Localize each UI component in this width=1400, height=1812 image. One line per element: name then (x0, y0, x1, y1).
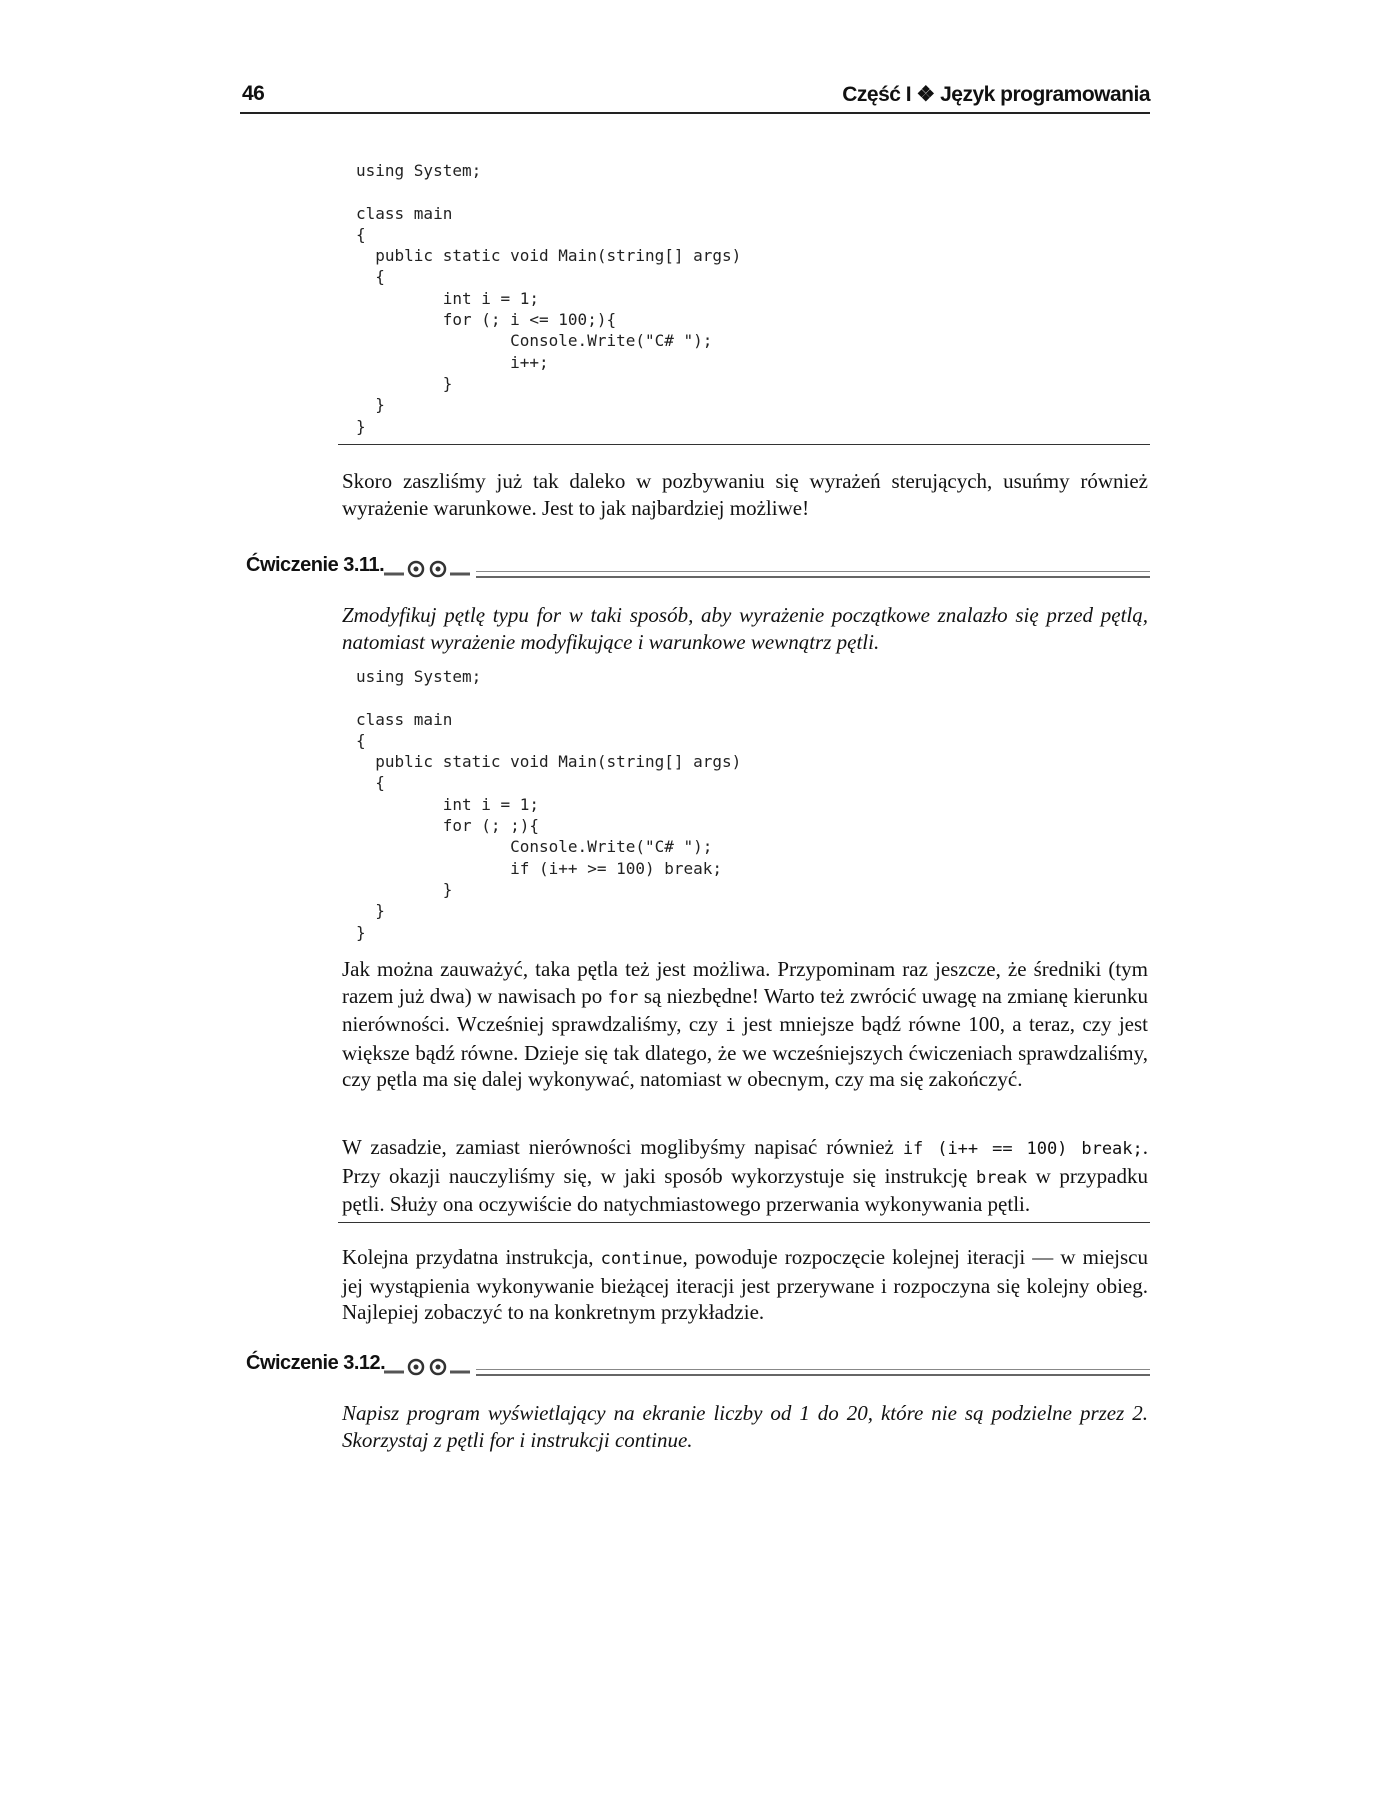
exercise-task-3-12: Napisz program wyświetlający na ekranie liczby od 1 do 20, które nie są podzielne przez 2. Skorzystaj z pętli for i instrukcji continue. (342, 1401, 1148, 1452)
section-rule (338, 444, 1150, 445)
exercise-heading-3-11 (246, 554, 1150, 582)
exercise-heading-3-12 (246, 1352, 1150, 1380)
page-header (240, 82, 1150, 114)
exercise-divider (476, 571, 1150, 578)
inline-code-break: break (975, 1167, 1028, 1188)
exercise-divider (476, 1369, 1150, 1376)
section-rule (338, 1222, 1150, 1223)
exercise-label: Ćwiczenie 3.11. (246, 554, 385, 576)
inline-code-for: for (607, 987, 639, 1008)
exercise-ornament-icon (382, 558, 472, 580)
paragraph-4: Kolejna przydatna instrukcja, continue, powoduje rozpoczęcie kolejnej iteracji — w miejscu jej wystąpienia wykonywanie bieżącej iteracji jest przerywane i rozpoczyna się kolejny obieg. Najlepiej zobaczyć to na konkretnym przykładzie. (342, 1245, 1148, 1324)
inline-code-continue: continue (600, 1249, 683, 1269)
exercise-task-3-11: Zmodyfikuj pętlę typu for w taki sposób, aby wyrażenie początkowe znalazło się przed pętlą, natomiast wyrażenie modyfikujące i warunkowe wewnątrz pętli. (342, 603, 1148, 654)
page-number: 46 (242, 82, 265, 105)
code-listing-1: using System; class main { public static void Main(string[] args) { int i = 1; for (; i <= 100;){ Console.Write("C# "); i++; } } } (356, 161, 742, 436)
inline-code-i: i (725, 1016, 736, 1036)
inline-code-if: if (i++ == 100) break; (902, 1139, 1143, 1159)
exercise-label: Ćwiczenie 3.12. (246, 1352, 386, 1374)
paragraph-1: Skoro zaszliśmy już tak daleko w pozbywaniu się wyrażeń sterujących, usuńmy również wyrażenie warunkowe. Jest to jak najbardziej możliwe! (342, 469, 1148, 520)
paragraph-2: Jak można zauważyć, taka pętla też jest możliwa. Przypominam raz jeszcze, że średniki (tym razem już dwa) w nawisach po for są niezbędne! Warto też zwrócić uwagę na zmianę kierunku nierówności. Wcześniej sprawdzaliśmy, czy i jest mniejsze bądź równe 100, a teraz, czy jest większe bądź równe. Dzieje się tak dlatego, że we wcześniejszych ćwiczeniach sprawdzaliśmy, czy pętla ma się dalej wykonywać, natomiast w obecnym, czy ma się zakończyć. (342, 957, 1148, 1091)
paragraph-3: W zasadzie, zamiast nierówności moglibyśmy napisać również if (i++ == 100) break;. Przy okazji nauczyliśmy się, w jaki sposób wykorzystuje się instrukcję break w przypadku pętli. Służy ona oczywiście do natychmiastowego przerwania wykonywania pętli. (342, 1135, 1149, 1216)
exercise-ornament-icon (382, 1356, 472, 1378)
code-listing-2: using System; class main { public static void Main(string[] args) { int i = 1; for (; ;){ Console.Write("C# "); if (i++ >= 100) break; } } } (356, 667, 742, 942)
running-head: Część I ❖ Język programowania (842, 83, 1150, 106)
